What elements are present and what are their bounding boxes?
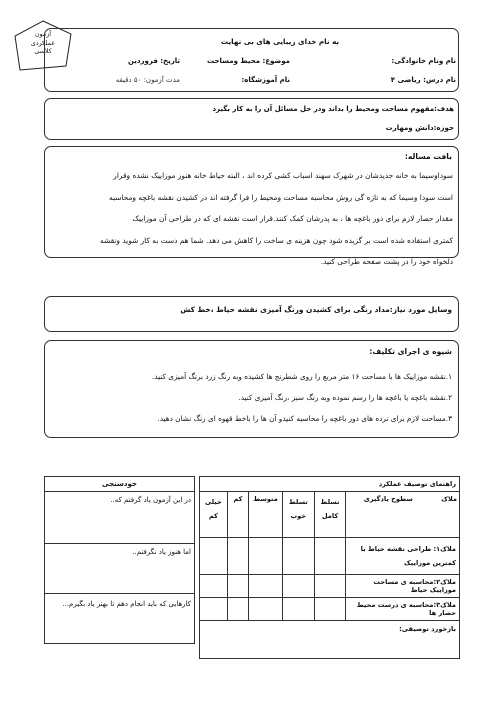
rubric-cell[interactable] [249,598,283,621]
context-line: کمتری استفاده شده است بر گزیده شود چون هزینه ی ساخت را کاهش می دهد. شما هم دست به کار شوید ونقشه [100,235,453,245]
rubric-cell[interactable] [282,575,314,598]
rubric-cell[interactable] [314,575,346,598]
rubric-feedback[interactable]: بازخورد توصیفی: [200,621,460,659]
stamp-line-1: آزمون [34,31,52,38]
school-label: نام آموزشگاه: [241,76,290,84]
rubric-criterion: ملاک۱: طراحی نقشه حیاط با کمترین موزاییک [346,538,460,575]
method-item: ۱.نقشه موزاییک ها با مساحت ۱۶ متر مربع را روی شطرنج ها کشیده وبه رنگ زرد برنگ آمیزی کنید. [151,372,452,381]
rubric-cell[interactable] [314,598,346,621]
method-item: ۲.نقشه باغچه یا باغچه ها را رسم نموده وبه رنگ سبز ،رنگ آمیزی کنید. [238,393,452,402]
duration-label: مدت آزمون: ۵۰ دقیقه [115,76,180,84]
level-header: تسلط خوب [282,492,314,538]
header-title: به نام خدای زیبایی های بی نهایت [220,37,340,46]
context-paragraph [47,165,453,273]
rubric-cell[interactable] [227,575,248,598]
student-name-label: نام ونام خانوادگی: [391,57,456,65]
stamp-line-2: عملکردی [30,39,56,47]
level-header: متوسط [249,492,283,538]
level-header: خیلی کم [200,492,228,538]
stamp-line-3: کلاسی [34,48,52,55]
context-line: دلخواه خود را در پشت صفحه طراحی کنید. [320,257,453,266]
date-label: تاریخ: فروردین [127,57,180,65]
rubric-criterion: ملاک۲:محاسبه ی مساحت موزاییک حیاط [346,575,460,598]
method-item: ۳.مساحت لازم برای نرده های دور باغچه را محاسبه کنیدو آن ها را باخط قهوه ای رنگ نشان دهید. [157,414,452,423]
rubric-criteria-header: ملاک [430,492,459,538]
context-line: سوداوسیما به خانه جدیدشان در شهرک سهند اسباب کشی کرده اند ، البته حیاط خانه هنوز موزاییک نشده وقرار [113,171,453,180]
method-title: شیوه ی اجرای تکلیف: [369,347,452,356]
rubric-cell[interactable] [200,575,228,598]
domain-text: حوزه:دانش ومهارت [385,124,454,132]
self-assessment-table [44,476,195,644]
context-title: بافت مساله: [404,152,452,161]
rubric-cell[interactable] [282,538,314,575]
self-assessment-row[interactable]: در این آزمون یاد گرفتم که.. [45,492,195,544]
context-line: مقدار حصار لازم برای دور باغچه ها ، به پدرشان کمک کنند.قرار است نقشه ای که در طراحی آن موزاییک [132,214,453,223]
context-line: است سودا وسیما که به تازه گی روش محاسبه مساحت ومحیط را فرا گرفته اند در کشیدن نقشه باغچه ومحاسبه [109,192,453,202]
level-header: تسلط کامل [314,492,346,538]
goal-text: هدف:مفهوم مساحت ومحیط را بداند ودر حل مسائل آن را به کار بگیرد [212,105,454,113]
rubric-cell[interactable] [282,598,314,621]
tools-box [44,296,459,332]
rubric-levels-header: سطوح یادگیری [346,492,430,538]
rubric-cell[interactable] [227,538,248,575]
rubric-cell[interactable] [200,598,228,621]
rubric-criterion: ملاک۳:محاسبه ی درست محیط حصار ها [346,598,460,621]
tools-text: وسایل مورد نیاز:مداد رنگی برای کشیدن ورنگ آمیزی نقشه حیاط ،خط کش [180,305,452,314]
level-header: کم [227,492,248,538]
rubric-cell[interactable] [249,538,283,575]
self-assessment-row[interactable]: کارهایی که باید انجام دهم تا بهتر یاد بگیرم... [45,594,195,644]
lesson-label: نام درس: ریاضی ۴ [390,76,456,84]
method-list [48,366,452,429]
rubric-cell[interactable] [227,598,248,621]
rubric-cell[interactable] [200,538,228,575]
rubric-table [199,476,460,659]
rubric-cell[interactable] [249,575,283,598]
self-assessment-row[interactable]: اما هنوز یاد نگرفتم.. [45,544,195,594]
rubric-title: راهنمای توصیف عملکرد [200,477,460,492]
rubric-cell[interactable] [314,538,346,575]
self-assessment-title: خودسنجی [45,477,195,492]
topic-label: موضوع: محیط ومساحت [207,57,290,65]
